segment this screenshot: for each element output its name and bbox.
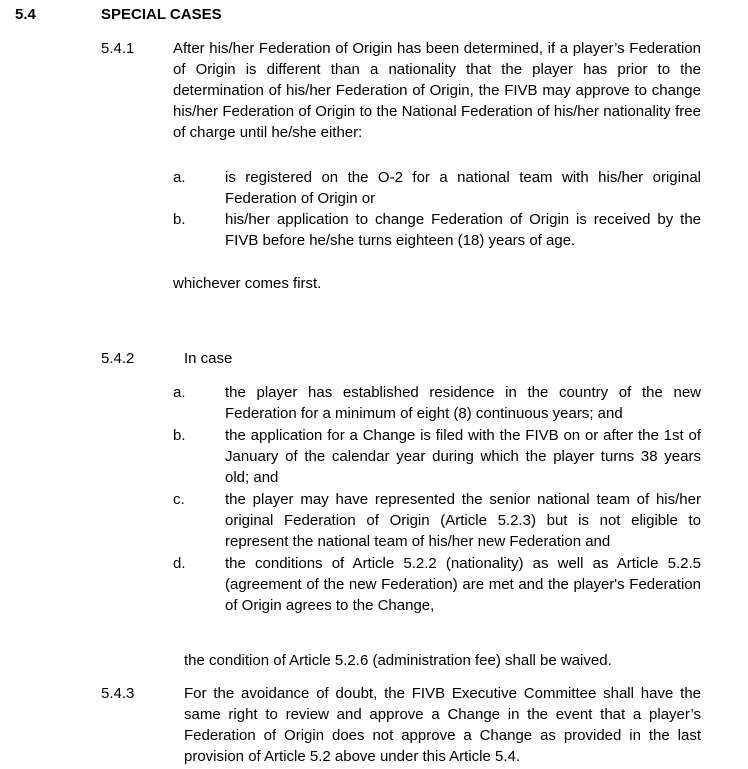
- section-title: SPECIAL CASES: [101, 6, 222, 23]
- clause-541-item-b: his/her application to change Federation of Origin is received by the FIVB before he/she turns eighteen (18) years of age.: [225, 211, 701, 249]
- section-number: 5.4: [15, 6, 36, 23]
- clause-542-item-d-marker: d.: [173, 555, 186, 572]
- clause-542-item-b: the application for a Change is filed with the FIVB on or after the 1st of January of the calendar year during which the player turns 38 years old; and: [225, 427, 701, 486]
- clause-541-item-b-marker: b.: [173, 211, 186, 228]
- clause-542-item-a-marker: a.: [173, 384, 186, 401]
- clause-541-intro: After his/her Federation of Origin has been determined, if a player’s Federation of Origin is different than a nationality that the player has prior to the determination of his/her Federation of Origin, the FIVB may approve to change his/her Federation of Origin to the National Federation of his/her nationality free of charge until he/she either:: [173, 40, 701, 141]
- clause-542-closing: the condition of Article 5.2.6 (administration fee) shall be waived.: [184, 652, 612, 669]
- clause-542-item-c: the player may have represented the senior national team of his/her original Federation of Origin (Article 5.2.3) but is not eligible to represent the national team of his/her new Federation and: [225, 491, 701, 550]
- clause-543-text: For the avoidance of doubt, the FIVB Executive Committee shall have the same right to review and approve a Change in the event that a player’s Federation of Origin does not approve a Change as provided in the last provision of Article 5.2 above under this Article 5.4.: [184, 685, 701, 765]
- clause-542-item-c-marker: c.: [173, 491, 185, 508]
- clause-543-number: 5.4.3: [101, 685, 135, 702]
- clause-542-number: 5.4.2: [101, 350, 135, 367]
- clause-542-item-a: the player has established residence in the country of the new Federation for a minimum of eight (8) continuous years; and: [225, 384, 701, 422]
- clause-541-closing: whichever comes first.: [173, 275, 322, 292]
- clause-541-item-a: is registered on the O-2 for a national team with his/her original Federation of Origin or: [225, 169, 701, 207]
- clause-542-intro: In case: [184, 350, 233, 367]
- clause-542-item-d: the conditions of Article 5.2.2 (nationality) as well as Article 5.2.5 (agreement of the new Federation) are met and the player's Federation of Origin agrees to the Change,: [225, 555, 701, 614]
- clause-541-item-a-marker: a.: [173, 169, 186, 186]
- clause-541-number: 5.4.1: [101, 40, 135, 57]
- clause-542-item-b-marker: b.: [173, 427, 186, 444]
